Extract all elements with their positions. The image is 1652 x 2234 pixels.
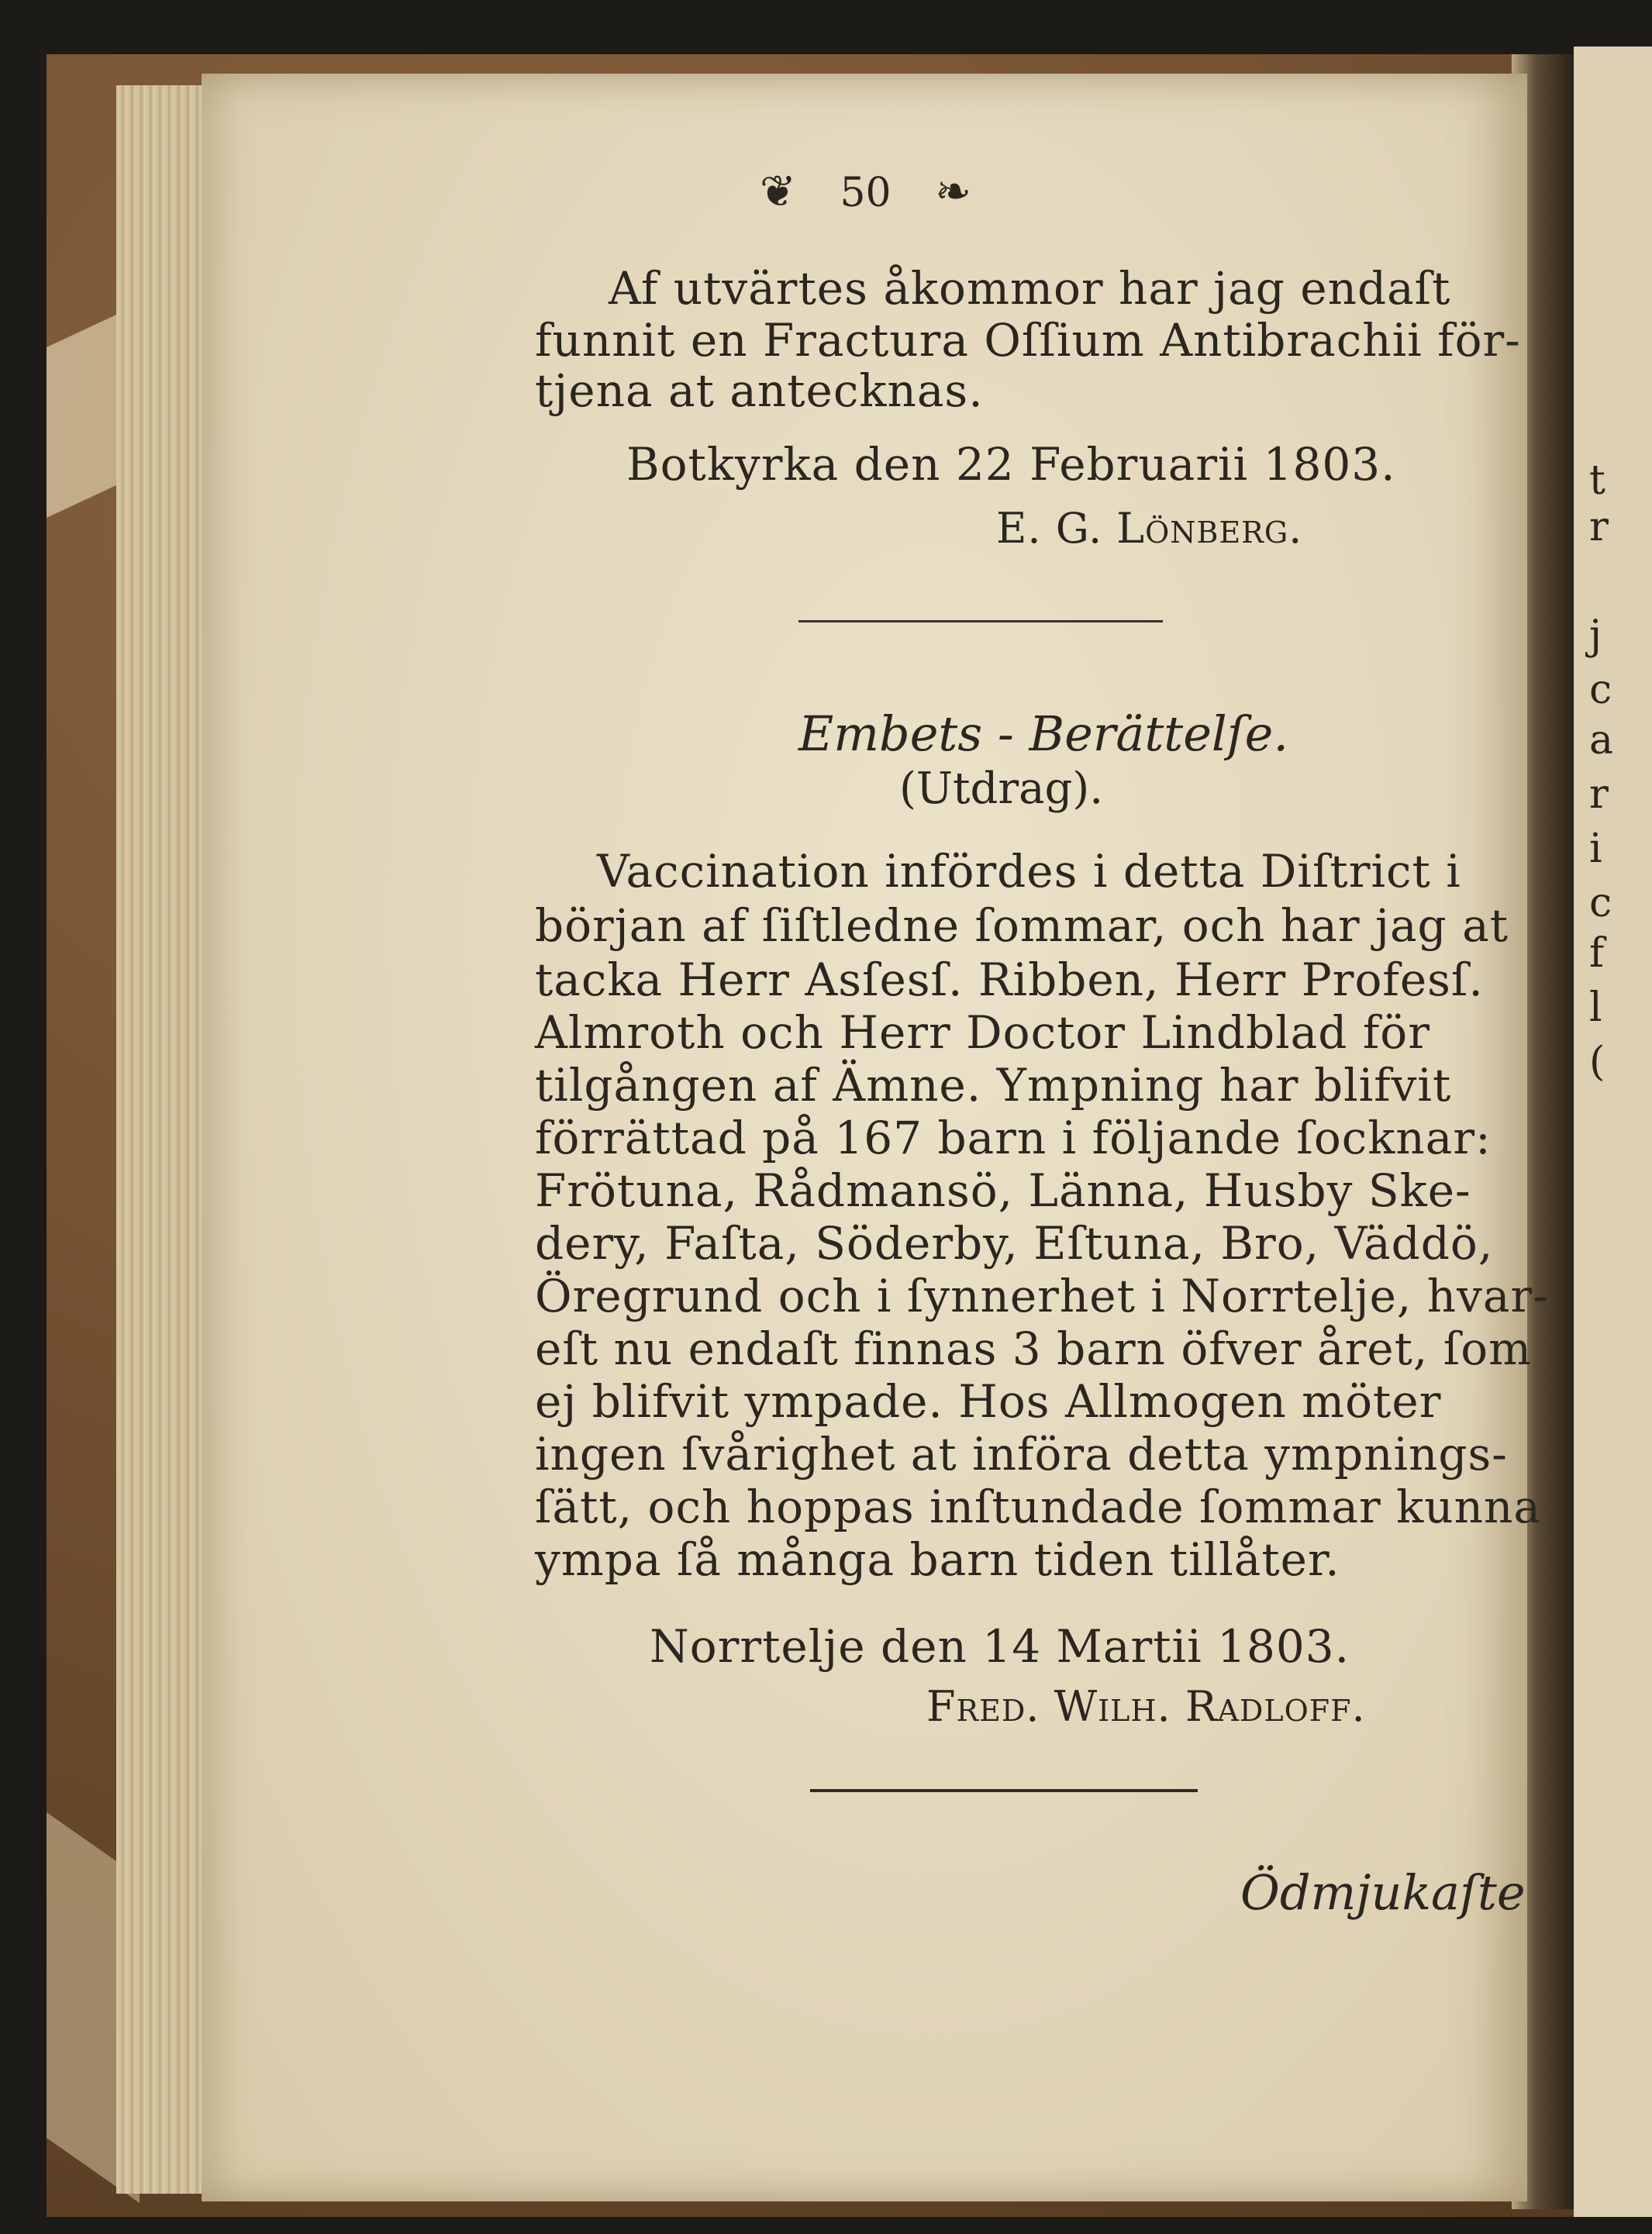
text-line: eſt nu endaſt finnas 3 barn öfver året, ſom [535, 1322, 1533, 1375]
signature: Fred. Wilh. Radloff. [926, 1682, 1366, 1731]
text-line: tacka Herr Asſesſ. Ribben, Herr Profesſ. [535, 953, 1484, 1006]
facing-letter: f [1589, 930, 1605, 977]
facing-letter: l [1589, 984, 1602, 1031]
text-line: ympa ſå många barn tiden tillåter. [535, 1533, 1340, 1586]
ornamental-rule [810, 1789, 1198, 1792]
ornament-left-icon: ❦ [760, 167, 796, 217]
text-line: Almroth och Herr Doctor Lindblad för [535, 1006, 1430, 1059]
page-number: 50 [840, 170, 892, 216]
section-divider [798, 620, 1163, 622]
facing-letter: i [1589, 826, 1602, 872]
section-title: Embets - Berättelſe. [798, 705, 1289, 762]
facing-letter: ( [1589, 1039, 1605, 1085]
text-line: tilgången af Ämne. Ympning har blifvit [535, 1059, 1452, 1112]
catchword: Ödmjukaſte [1240, 1864, 1526, 1921]
text-line: ingen ſvårighet at införa detta ympnings- [535, 1428, 1508, 1481]
dateline: Norrtelje den 14 Martii 1803. [650, 1620, 1350, 1673]
page-header [729, 167, 1271, 217]
ornament-right-icon: ❧ [935, 167, 972, 217]
facing-letter: t [1589, 457, 1605, 504]
text-line: Vaccination infördes i detta Diſtrict i [597, 845, 1461, 898]
facing-letter: r [1589, 771, 1609, 818]
text-line: tjena at antecknas. [535, 364, 984, 417]
text-line: funnit en Fractura Oſſium Antibrachii för- [535, 314, 1521, 367]
dateline: Botkyrka den 22 Februarii 1803. [626, 438, 1396, 491]
text-line: Frötuna, Rådmansö, Länna, Husby Ske- [535, 1164, 1471, 1217]
text-line: början af ſiſtledne ſommar, och har jag at [535, 899, 1509, 952]
facing-page [1574, 47, 1652, 2217]
facing-letter: r [1589, 504, 1609, 550]
signature: E. G. Lönberg. [996, 504, 1303, 553]
facing-letter: c [1589, 667, 1612, 713]
facing-letter: c [1589, 880, 1612, 926]
text-line: förrättad på 167 barn i följande ſocknar: [535, 1112, 1492, 1164]
text-line: dery, Faſta, Söderby, Eſtuna, Bro, Väddö, [535, 1217, 1494, 1270]
page-edges [116, 85, 202, 2194]
section-subtitle: (Utdrag). [899, 764, 1104, 814]
text-line: Öregrund och i ſynnerhet i Norrtelje, hvar- [535, 1270, 1549, 1322]
text-line: Af utvärtes åkommor har jag endaſt [609, 262, 1451, 315]
text-line: ej blifvit ympade. Hos Allmogen möter [535, 1375, 1442, 1428]
text-line: ſätt, och hoppas inſtundade ſommar kunna [535, 1481, 1541, 1533]
facing-letter: j [1589, 612, 1602, 659]
facing-letter: a [1589, 717, 1614, 764]
